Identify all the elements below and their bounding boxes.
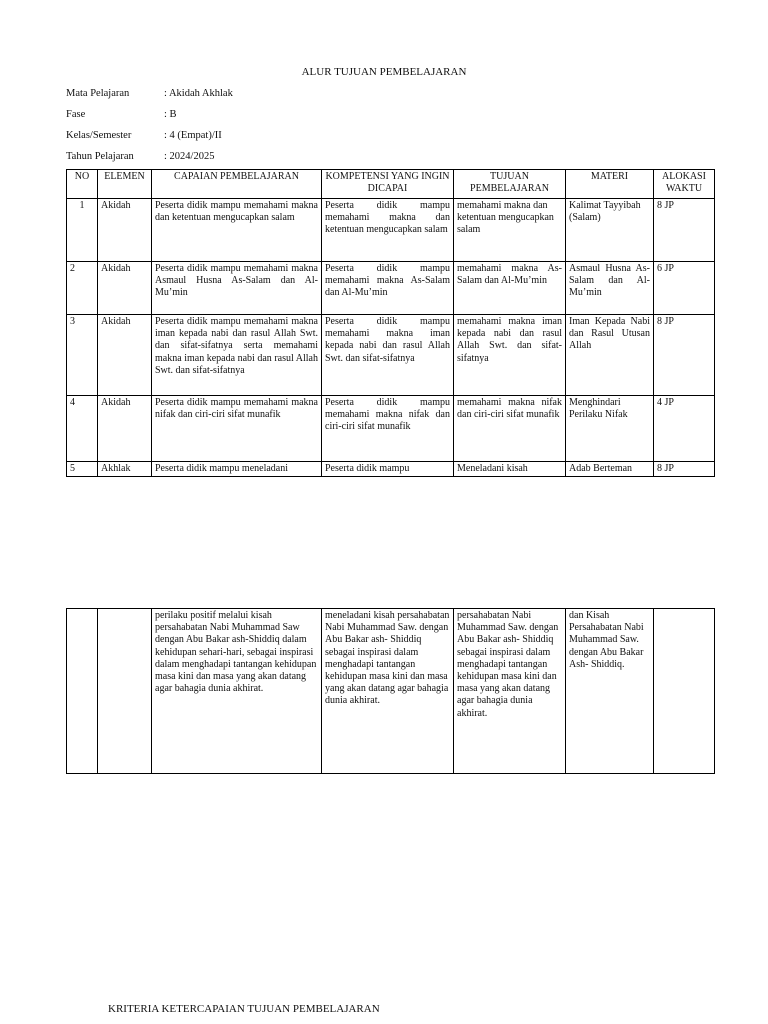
info-value: : Akidah Akhlak [164, 88, 233, 99]
table-row [67, 396, 715, 462]
info-value: : 2024/2025 [164, 151, 215, 162]
cell-capaian: Peserta didik mampu meneladani [152, 462, 322, 477]
cell-capaian: Peserta didik mampu memahami makna Asmaul Husna As-Salam dan Al-Mu’min [152, 262, 322, 315]
info-label: Tahun Pelajaran [66, 151, 134, 162]
cell-alokasi: 4 JP [654, 396, 715, 462]
cell-no: 1 [67, 199, 98, 262]
column-header-alokasi: ALOKASI WAKTU [654, 170, 715, 199]
table-row [67, 262, 715, 315]
cell-no: 5 [67, 462, 98, 477]
cell-tujuan: persahabatan Nabi Muhammad Saw. dengan Abu Bakar ash- Shiddiq sebagai inspirasi dalam menghadapi tantangan kehidupan masa kini dan masa yang akan datang agar bahagia dunia akhirat. [454, 609, 566, 774]
cell-elemen: Akidah [98, 199, 152, 262]
continuation-table [66, 608, 715, 774]
cell-materi: Kalimat Tayyibah (Salam) [566, 199, 654, 262]
info-phase [66, 108, 177, 121]
cell-capaian: Peserta didik mampu memahami makna iman kepada nabi dan rasul Allah Swt. dan sifat-sifatnya serta memahami makna iman kepada nabi dan rasul Allah Swt. dan sifat-sifatnya [152, 315, 322, 396]
info-label: Mata Pelajaran [66, 88, 130, 99]
learning-objectives-table [66, 169, 715, 477]
cell-tujuan: memahami makna As-Salam dan Al-Mu’min [454, 262, 566, 315]
column-header-elemen: ELEMEN [98, 170, 152, 199]
cell-materi: Menghindari Perilaku Nifak [566, 396, 654, 462]
cell-tujuan: Meneladani kisah [454, 462, 566, 477]
cell-no: 4 [67, 396, 98, 462]
cell-materi: Adab Berteman [566, 462, 654, 477]
cell-alokasi: 8 JP [654, 315, 715, 396]
table-row [67, 462, 715, 477]
cell-elemen-empty [98, 609, 152, 774]
cell-tujuan: memahami makna iman kepada nabi dan rasul Allah Swt. dan sifat-sifatnya [454, 315, 566, 396]
cell-materi: Iman Kepada Nabi dan Rasul Utusan Allah [566, 315, 654, 396]
cell-elemen: Akidah [98, 396, 152, 462]
cell-kompetensi: Peserta didik mampu [322, 462, 454, 477]
cell-materi: Asmaul Husna As-Salam dan Al-Mu’min [566, 262, 654, 315]
cell-elemen: Akhlak [98, 462, 152, 477]
table-row [67, 315, 715, 396]
info-value: : B [164, 109, 177, 120]
info-class-semester [66, 129, 222, 142]
info-label: Fase [66, 109, 86, 120]
cell-kompetensi: Peserta didik mampu memahami makna As-Salam dan Al-Mu’min [322, 262, 454, 315]
cell-elemen: Akidah [98, 262, 152, 315]
info-school-year [66, 150, 214, 163]
info-value: : 4 (Empat)/II [164, 130, 222, 141]
column-header-tujuan: TUJUAN PEMBELAJARAN [454, 170, 566, 199]
column-header-capaian: CAPAIAN PEMBELAJARAN [152, 170, 322, 199]
column-header-no: NO [67, 170, 98, 199]
section-title: KRITERIA KETERCAPAIAN TUJUAN PEMBELAJARAN [108, 1003, 380, 1015]
cell-no: 3 [67, 315, 98, 396]
cell-kompetensi: meneladani kisah persahabatan Nabi Muhammad Saw. dengan Abu Bakar ash- Shiddiq sebagai inspirasi dalam menghadapi tantangan kehidupan masa kini dan masa yang akan datang agar bahagia dunia akhirat. [322, 609, 454, 774]
cell-no: 2 [67, 262, 98, 315]
column-header-materi: MATERI [566, 170, 654, 199]
cell-kompetensi: Peserta didik mampu memahami makna nifak dan ciri-ciri sifat munafik [322, 396, 454, 462]
cell-capaian: Peserta didik mampu memahami makna dan ketentuan mengucapkan salam [152, 199, 322, 262]
cell-materi: dan Kisah Persahabatan Nabi Muhammad Saw. dengan Abu Bakar Ash- Shiddiq. [566, 609, 654, 774]
cell-elemen: Akidah [98, 315, 152, 396]
info-subject [66, 87, 233, 100]
table-row [67, 199, 715, 262]
cell-alokasi: 8 JP [654, 199, 715, 262]
column-header-kompetensi: KOMPETENSI YANG INGIN DICAPAI [322, 170, 454, 199]
cell-no-empty [67, 609, 98, 774]
cell-capaian: perilaku positif melalui kisah persahabatan Nabi Muhammad Saw dengan Abu Bakar ash-Shiddiq dalam kehidupan sehari-hari, sebagai inspirasi dalam menghadapi tantangan kehidupan masa kini dan masa yang akan datang agar bahagia dunia akhirat. [152, 609, 322, 774]
document-title: ALUR TUJUAN PEMBELAJARAN [301, 66, 467, 78]
table-row-continuation [67, 609, 715, 774]
cell-tujuan: memahami makna dan ketentuan mengucapkan salam [454, 199, 566, 262]
cell-capaian: Peserta didik mampu memahami makna nifak dan ciri-ciri sifat munafik [152, 396, 322, 462]
cell-alokasi: 8 JP [654, 462, 715, 477]
cell-alokasi-empty [654, 609, 715, 774]
cell-kompetensi: Peserta didik mampu memahami makna dan ketentuan mengucapkan salam [322, 199, 454, 262]
cell-tujuan: memahami makna nifak dan ciri-ciri sifat munafik [454, 396, 566, 462]
table-header-row [67, 170, 715, 199]
cell-kompetensi: Peserta didik mampu memahami makna iman kepada nabi dan rasul Allah Swt. dan sifat-sifatnya [322, 315, 454, 396]
cell-alokasi: 6 JP [654, 262, 715, 315]
info-label: Kelas/Semester [66, 130, 132, 141]
